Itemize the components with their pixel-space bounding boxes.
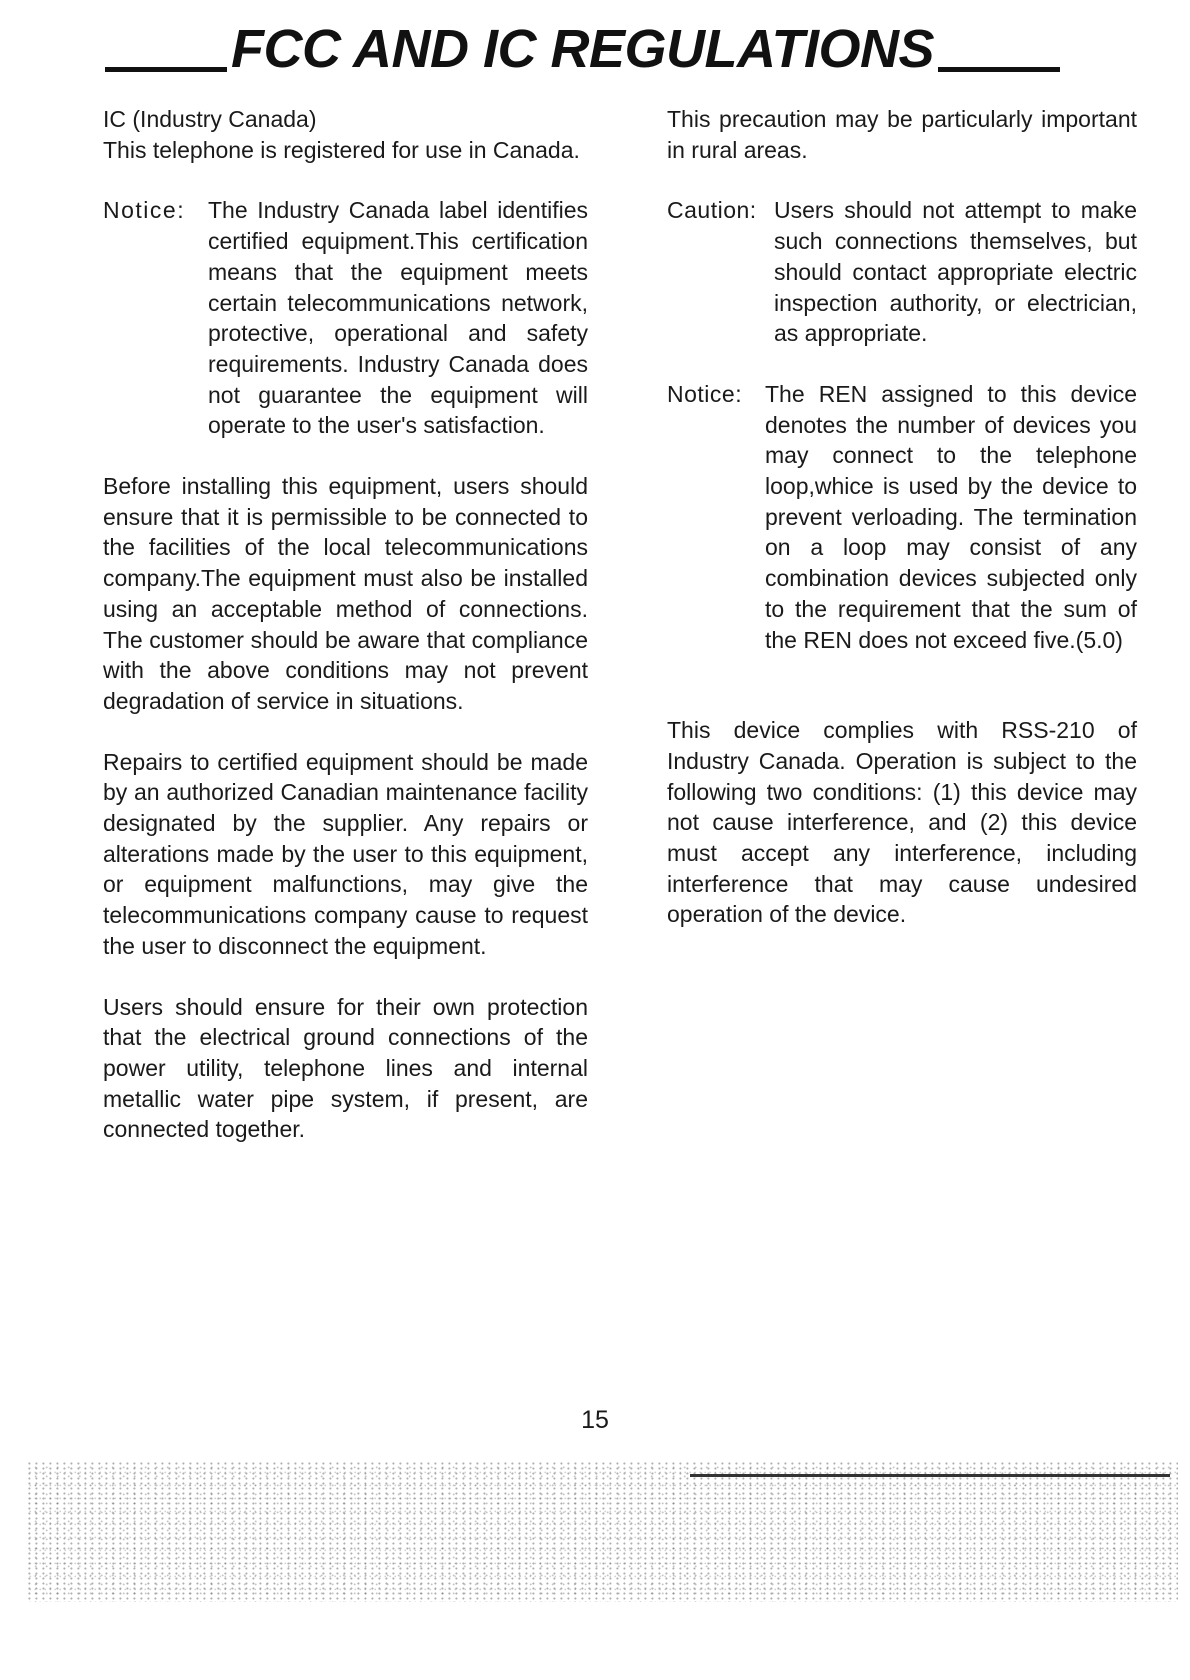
notice-label: Notice: (103, 197, 186, 224)
caution-label: Caution: (667, 197, 757, 224)
repairs-paragraph: Repairs to certified equipment should be made by an authorized Canadian maintenance facility designated by the supplier. Any repairs or alterations made by the user to this equipment, or equipment malfunctions, may give the telecommunications company cause to request the user to disconnect the equipment. (103, 748, 588, 959)
caution-text: Users should not attempt to make such connections themselves, but should contact appropriate electric inspection authority, or electrician, as appropriate. (774, 197, 1137, 347)
page-header (105, 14, 1060, 84)
section-title: IC (Industry Canada) (103, 106, 317, 132)
header-rule-right (938, 67, 1060, 72)
compliance-paragraph: This device complies with RSS-210 of Industry Canada. Operation is subject to the following two conditions: (1) this device may not cause interference, and (2) this device must accept any interference, including interference that may cause undesired operation of the device. (667, 717, 1137, 928)
right-column (667, 104, 1137, 930)
page-title: FCC AND IC REGULATIONS (231, 19, 934, 79)
header-rule-left (105, 67, 227, 72)
scan-noise-band (28, 1462, 1178, 1602)
scan-noise-rule (690, 1474, 1170, 1477)
caution-block (667, 195, 1137, 349)
page-number: 15 (581, 1406, 609, 1434)
intro-paragraph: This telephone is registered for use in Canada. (103, 136, 580, 163)
notice-text: The Industry Canada label identifies certified equipment.This certification means that the equipment meets certain telecommunications network, protective, operational and safety requirements. Industry Canada does not guarantee the equipment will operate to the user's satisfaction. (208, 197, 588, 439)
left-column (103, 104, 588, 1145)
precaution-paragraph: This precaution may be particularly important in rural areas. (667, 106, 1137, 163)
ren-notice-text: The REN assigned to this device denotes the number of devices you may connect to the telephone loop,whice is used by the device to prevent verloading. The termination on a loop may consist of any combination devices subjected only to the requirement that the sum of the REN does not exceed five.(5.0) (765, 380, 1137, 653)
grounding-paragraph: Users should ensure for their own protection that the electrical ground connections of the power utility, telephone lines and internal metallic water pipe system, if present, are connected together. (103, 993, 588, 1143)
ren-notice-block (667, 379, 1137, 655)
notice-block (103, 195, 588, 441)
ren-notice-label: Notice: (667, 380, 743, 407)
installation-paragraph: Before installing this equipment, users should ensure that it is permissible to be connected to the facilities of the local telecommunications company.The equipment must also be installed using an acceptable method of connections. The customer should be aware that compliance with the above conditions may not prevent degradation of service in situations. (103, 473, 588, 714)
